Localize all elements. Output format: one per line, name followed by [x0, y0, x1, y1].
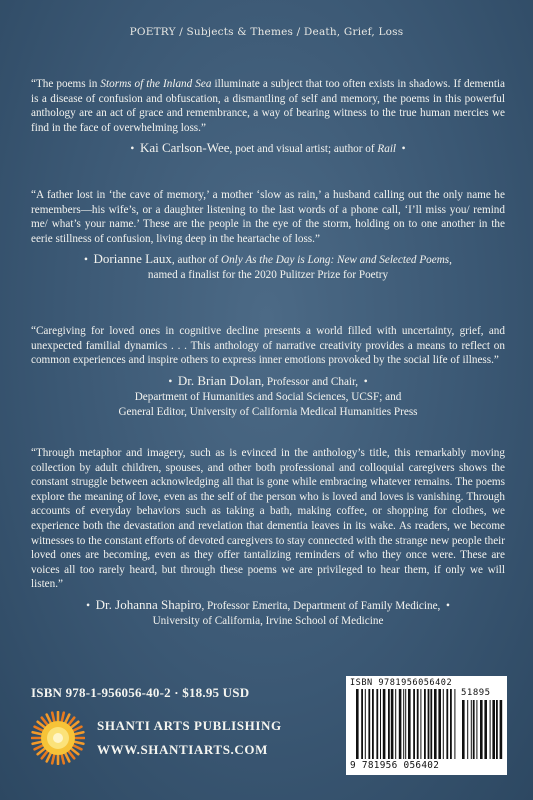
blurb-1-quote	[31, 77, 505, 135]
reviewer-credentials-line-2: named a finalist for the 2020 Pulitzer Prize for Poetry	[147, 269, 389, 282]
reviewer-credentials-line-3: General Editor, University of California Medical Humanities Press	[118, 405, 418, 418]
publisher-name: SHANTI ARTS PUBLISHING	[97, 718, 282, 733]
reviewer-credentials-line-2: Department of Humanities and Social Sciences, UCSF; and	[134, 390, 402, 403]
separator-dot: ·	[174, 685, 179, 700]
blurb-3	[31, 324, 505, 420]
reviewer-credentials-line-2: University of California, Irvine School of Medicine	[152, 614, 384, 627]
blurb-4-quote: “Through metaphor and imagery, such as is evinced in the anthology’s title, this remarkably moving collection by adult children, spouses, and other both professional and colloquial caregivers shows the constant struggle between acknowledging all that is gone while embracing whatever remains. The poems explore the meaning of love, even as the self of the person who is loved and loves is vanishing. Through accounts of everyday behaviors such as taking a bath, making coffee, or shopping for clothes, we experience both the devastation and revelation that dementia leaves in its wake. As readers, we become witnesses to the constant efforts of devoted caregivers to stay connected with the strange new people their loved ones are becoming, even as they offer tantalizing reminders of who they once were. These are voices all too rarely heard, but through these poems we are privileged to hear them, if only we will listen.”	[31, 447, 505, 591]
reviewer-name: Dorianne Laux	[93, 251, 172, 267]
blurb-2	[31, 188, 505, 283]
reviewer-name: Kai Carlson-Wee	[139, 140, 230, 156]
reviewer-credentials: , author of	[171, 254, 221, 267]
publisher-logo-row	[31, 711, 301, 765]
bullet-icon: •	[130, 143, 135, 156]
blurb-3-attribution	[31, 373, 505, 420]
bullet-icon: •	[86, 599, 91, 612]
blurb-4-attribution	[31, 597, 505, 629]
blurb-3-quote: “Caregiving for loved ones in cognitive decline presents a world filled with uncertainty, grief, and unexpected familial dynamics . . . This anthology of narrative creativity provides a means to reflect on common experiences and inspire others to express inner emotions provoked by the social life of illness.”	[31, 325, 505, 367]
category-line: POETRY / Subjects & Themes / Death, Grief, Loss	[129, 26, 404, 38]
reviewer-book: Rail	[377, 143, 397, 156]
bullet-icon: •	[363, 375, 368, 388]
publisher-block	[31, 685, 301, 765]
blurb-1-quote-end: illuminate a subject that too often exists in shadows. If dementia is a disease of confusion and obfuscation, a dismantling of self and memory, the poems in this powerful anthology are an act of grace and remembrance, a way of bearing witness to the true human mercies we find in the face of overwhelming loss.”	[31, 78, 505, 134]
bullet-icon: •	[84, 254, 88, 267]
isbn-text: ISBN 978-1-956056-40-2	[31, 685, 171, 700]
reviewer-name: Dr. Johanna Shapiro	[95, 596, 202, 612]
blurb-2-attribution	[31, 251, 505, 283]
bullet-icon: •	[401, 143, 406, 156]
blurb-1-book-title: Storms of the Inland Sea	[100, 78, 212, 90]
isbn-price-line	[31, 685, 301, 701]
price-text: $18.95 USD	[182, 685, 250, 700]
barcode-isbn-label: ISBN 9781956056402	[350, 678, 453, 688]
bullet-icon: •	[445, 599, 450, 612]
blurb-4	[31, 446, 505, 629]
shanti-arts-logo-icon	[31, 711, 85, 765]
barcode	[346, 676, 507, 775]
reviewer-credentials: , Professor Emerita, Department of Family Medicine,	[201, 599, 441, 612]
barcode-price-code: 51895	[461, 688, 491, 698]
blurb-1-attribution	[31, 140, 505, 157]
publisher-names	[97, 718, 282, 758]
publisher-url[interactable]: WWW.SHANTIARTS.COM	[97, 742, 268, 757]
reviewer-credentials: , poet and visual artist; author of	[229, 143, 378, 156]
blurb-2-quote: “A father lost in ‘the cave of memory,’ a mother ‘slow as rain,’ a husband calling out the only name he remembers—his wife’s, or a daughter listening to the last words of a phone call, ‘I’ll miss you/ remind me/ what’s your name.’ These are the people in the eye of the storm, holding on to one another in the eerie stillness of confusion, living deep in the heartache of loss.”	[31, 189, 505, 245]
blurb-1-quote-start: “The poems in	[31, 78, 101, 90]
blurb-1	[31, 77, 505, 157]
reviewer-credentials: , Professor and Chair,	[261, 375, 359, 388]
barcode-digits: 9 781956 056402	[350, 760, 440, 771]
reviewer-book: Only As the Day is Long: New and Selected Poems,	[220, 254, 452, 267]
reviewer-name: Dr. Brian Dolan	[177, 372, 262, 388]
bullet-icon: •	[168, 375, 173, 388]
